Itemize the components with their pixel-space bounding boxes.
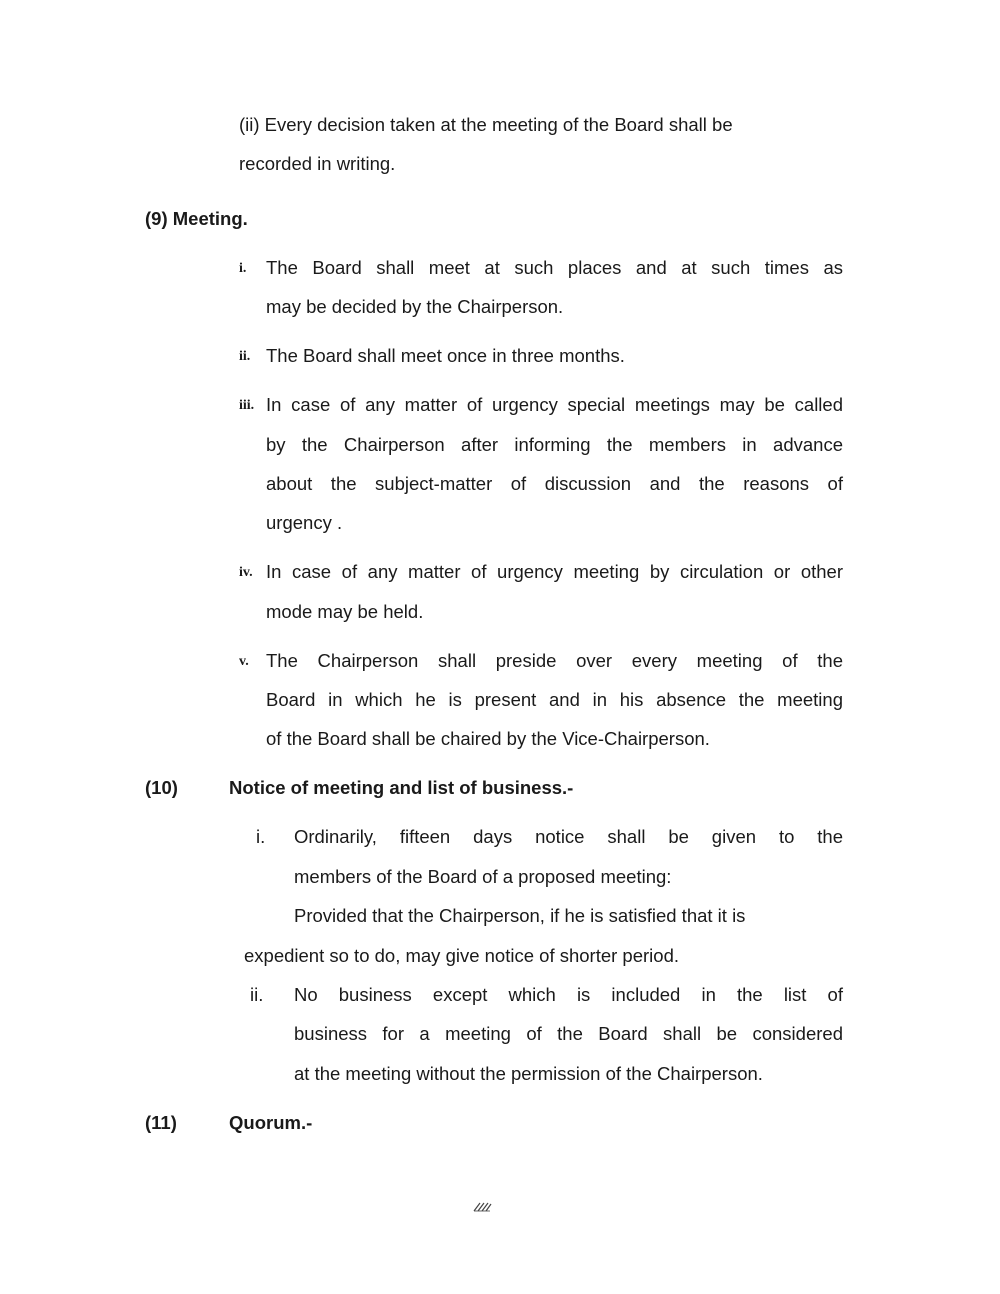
paragraph-line: members of the Board of a proposed meeting: bbox=[294, 866, 672, 887]
paragraph-line: Ordinarily, fifteen days notice shall be given to the bbox=[294, 826, 843, 847]
paragraph-line: The Board shall meet at such places and at such times as bbox=[266, 257, 843, 278]
item-number: iv. bbox=[239, 565, 253, 580]
paragraph-line: by the Chairperson after informing the members in advance bbox=[266, 434, 843, 455]
proviso-line: expedient so to do, may give notice of shorter period. bbox=[244, 945, 680, 966]
page-number-mark bbox=[472, 1201, 492, 1213]
paragraph-line: urgency . bbox=[266, 512, 343, 533]
item-number: i. bbox=[256, 826, 266, 847]
paragraph-line: The Board shall meet once in three months. bbox=[266, 345, 625, 366]
section-10-number: (10) bbox=[145, 777, 178, 798]
item-number: v. bbox=[239, 654, 249, 669]
item-number: i. bbox=[239, 261, 247, 276]
intro-line-2: recorded in writing. bbox=[239, 153, 396, 174]
paragraph-line: No business except which is included in the list of bbox=[294, 984, 843, 1005]
paragraph-line: at the meeting without the permission of the Chairperson. bbox=[294, 1063, 763, 1084]
paragraph-line: Board in which he is present and in his absence the meeting bbox=[266, 689, 843, 710]
paragraph-line: In case of any matter of urgency meeting by circulation or other bbox=[266, 561, 843, 582]
section-11-heading: Quorum.- bbox=[229, 1112, 313, 1133]
paragraph-line: about the subject-matter of discussion and the reasons of bbox=[266, 473, 843, 494]
proviso-line: Provided that the Chairperson, if he is satisfied that it is bbox=[294, 905, 746, 926]
paragraph-line: mode may be held. bbox=[266, 601, 424, 622]
intro-line-1: (ii) Every decision taken at the meeting of the Board shall be bbox=[239, 114, 733, 135]
paragraph-line: In case of any matter of urgency special meetings may be called bbox=[266, 394, 843, 415]
section-9-heading: (9) Meeting. bbox=[145, 208, 248, 229]
item-number: iii. bbox=[239, 398, 255, 413]
section-11-number: (11) bbox=[145, 1112, 177, 1133]
paragraph-line: The Chairperson shall preside over every meeting of the bbox=[266, 650, 843, 671]
paragraph-line: may be decided by the Chairperson. bbox=[266, 296, 564, 317]
paragraph-line: of the Board shall be chaired by the Vice-Chairperson. bbox=[266, 728, 710, 749]
section-10-heading: Notice of meeting and list of business.- bbox=[229, 777, 574, 798]
paragraph-line: business for a meeting of the Board shall be considered bbox=[294, 1023, 843, 1044]
item-number: ii. bbox=[250, 984, 264, 1005]
item-number: ii. bbox=[239, 349, 251, 364]
